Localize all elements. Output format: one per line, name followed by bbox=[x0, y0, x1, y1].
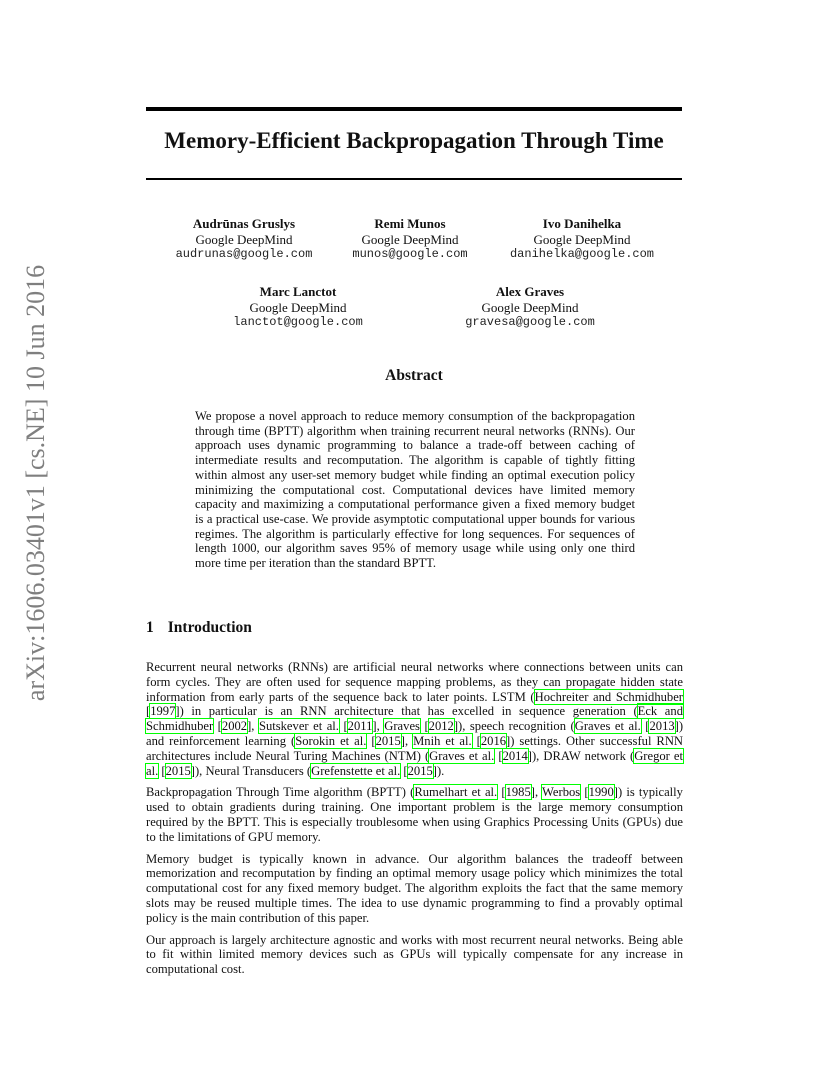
citation-link[interactable]: 2015 bbox=[375, 733, 401, 748]
paper-title: Memory-Efficient Backpropagation Through Time bbox=[164, 128, 664, 153]
citation-link[interactable]: Mnih et al. bbox=[413, 733, 472, 748]
introduction-body bbox=[146, 660, 683, 984]
body-paragraph bbox=[146, 933, 683, 977]
paragraph-text: [ bbox=[419, 719, 429, 734]
citation-link[interactable]: 2011 bbox=[347, 719, 373, 734]
author-affiliation: Google DeepMind bbox=[361, 231, 459, 247]
author-affiliation: Google DeepMind bbox=[195, 231, 293, 247]
citation-link[interactable]: 2014 bbox=[502, 748, 528, 763]
citation-link[interactable]: Gregor et al. bbox=[146, 748, 684, 778]
author-block bbox=[198, 284, 398, 331]
citation-link[interactable]: 1997 bbox=[150, 704, 176, 719]
citation-link[interactable]: Rumelhart et al. bbox=[414, 785, 498, 800]
paragraph-text: [ bbox=[580, 785, 589, 800]
section-heading bbox=[146, 619, 252, 637]
citation-link[interactable]: 1990 bbox=[588, 785, 614, 800]
citation-link[interactable]: Eck and Schmidhuber bbox=[146, 704, 683, 734]
section-number: 1 bbox=[146, 619, 154, 636]
paragraph-text: [ bbox=[494, 748, 503, 763]
paragraph-text: ]). bbox=[432, 763, 445, 778]
abstract-text: We propose a novel approach to reduce memory consumption of the backpropagation through time (BPTT) algorithm when training recurrent neural networks (RNNs). Our approach uses dynamic programming to balance a trade-off between caching of intermediate results and recomputation. The algorithm is capable of tightly fitting within almost any user-set memory budget while finding an optimal execution policy minimizing the computational cost. Computational devices have limited memory capacity and maximizing a computational performance given a fixed memory budget is a practical use-case. We provide asymptotic computational upper bounds for various regimes. The algorithm is particularly effective for long sequences. For sequences of length 1000, our algorithm saves 95% of memory usage while using only one third more time per iteration than the standard BPTT. bbox=[195, 409, 635, 571]
author-name: Audrūnas Gruslys bbox=[192, 216, 296, 231]
author-block bbox=[310, 216, 510, 263]
paragraph-text: ], bbox=[372, 719, 385, 734]
title-bottom-rule bbox=[146, 178, 682, 180]
author-affiliation: Google DeepMind bbox=[533, 231, 631, 247]
author-email[interactable]: danihelka@google.com bbox=[509, 247, 655, 261]
citation-link[interactable]: 2016 bbox=[480, 733, 507, 748]
author-email[interactable]: audrunas@google.com bbox=[175, 247, 313, 261]
citation-link[interactable]: Sorokin et al. bbox=[295, 733, 367, 748]
citation-link[interactable]: Graves et al. bbox=[429, 748, 495, 763]
citation-link[interactable]: Graves bbox=[384, 719, 420, 734]
abstract-heading: Abstract bbox=[385, 367, 443, 384]
paragraph-text: [ bbox=[471, 733, 481, 748]
paragraph-text: ], bbox=[530, 785, 543, 800]
paragraph-text: [ bbox=[640, 719, 650, 734]
citation-link[interactable]: Hochreiter and Schmidhuber bbox=[534, 689, 683, 704]
author-email[interactable]: gravesa@google.com bbox=[465, 315, 595, 329]
citation-link[interactable]: 2002 bbox=[221, 719, 248, 734]
citation-link[interactable]: Sutskever et al. bbox=[258, 719, 339, 734]
paragraph-text: [ bbox=[400, 763, 408, 778]
author-name: Alex Graves bbox=[495, 284, 565, 299]
body-paragraph bbox=[146, 785, 683, 844]
paragraph-text: Our approach is largely architecture agnostic and works with most recurrent neural networks. Being able to fit within limited memory devices such as GPUs will typically compensate for any increase in computational cost. bbox=[146, 932, 683, 977]
citation-link[interactable]: 2013 bbox=[649, 719, 675, 734]
paragraph-text: Recurrent neural networks (RNNs) are artificial neural networks where connections between units can form cycles. They are often used for sequence mapping problems, as they can propagate hidden state information from early parts of the sequence back to later points. LSTM ( bbox=[146, 660, 683, 704]
paragraph-text: [ bbox=[146, 704, 151, 719]
author-block bbox=[482, 216, 682, 263]
author-email[interactable]: lanctot@google.com bbox=[233, 315, 363, 329]
paragraph-text: ]) is typically used to obtain gradients during training. One important problem is the large memory consumption required by the BPTT. This is especially troublesome when using Graphics Processing Units (GPUs) due to the limitations of GPU memory. bbox=[146, 785, 683, 844]
arxiv-identifier-stamp: arXiv:1606.03401v1 [cs.NE] 10 Jun 2016 bbox=[21, 264, 50, 702]
paragraph-text: ]), DRAW network ( bbox=[527, 748, 635, 763]
citation-link[interactable]: Werbos bbox=[542, 785, 581, 800]
paragraph-text: Memory budget is typically known in advance. Our algorithm balances the tradeoff between memorization and recomputation by finding an optimal memory usage policy which minimizes the total computational cost for any fixed memory budget. The algorithm exploits the fact that the same memory slots may be reused multiple times. The idea to use dynamic programming to find a provably optimal policy is the main contribution of this paper. bbox=[146, 851, 683, 925]
body-paragraph bbox=[146, 852, 683, 926]
citation-link[interactable]: Graves et al. bbox=[574, 719, 641, 734]
paragraph-text: [ bbox=[338, 719, 348, 734]
citation-link[interactable]: 2015 bbox=[165, 763, 191, 778]
paragraph-text: [ bbox=[213, 719, 222, 734]
author-affiliation: Google DeepMind bbox=[249, 299, 347, 315]
author-block bbox=[430, 284, 630, 331]
author-name: Ivo Danihelka bbox=[542, 216, 622, 231]
author-name: Marc Lanctot bbox=[259, 284, 337, 299]
paragraph-text: ]) settings. Other successful RNN architectures include Neural Turing Machines (NTM) ( bbox=[146, 733, 684, 763]
section-title: Introduction bbox=[167, 619, 252, 636]
paragraph-text: ]) and reinforcement learning ( bbox=[146, 719, 684, 748]
citation-link[interactable]: 2015 bbox=[407, 763, 433, 778]
paragraph-text: ], bbox=[247, 719, 259, 734]
paragraph-text: ]), Neural Transducers ( bbox=[190, 763, 312, 778]
paragraph-text: [ bbox=[366, 733, 376, 748]
citation-link[interactable]: 1985 bbox=[505, 785, 531, 800]
citation-link[interactable]: 2012 bbox=[428, 719, 454, 734]
body-paragraph bbox=[146, 660, 683, 778]
paragraph-text: ]), speech recognition ( bbox=[453, 719, 575, 734]
paragraph-text: [ bbox=[158, 763, 166, 778]
author-name: Remi Munos bbox=[374, 216, 446, 231]
paragraph-text: ]) in particular is an RNN architecture that has excelled in sequence generation ( bbox=[175, 704, 638, 719]
paragraph-text: ], bbox=[400, 733, 414, 748]
paragraph-text: Backpropagation Through Time algorithm (BPTT) ( bbox=[146, 785, 415, 800]
citation-link[interactable]: Grefenstette et al. bbox=[311, 763, 401, 778]
paragraph-text: [ bbox=[497, 785, 506, 800]
author-email[interactable]: munos@google.com bbox=[352, 247, 468, 261]
author-affiliation: Google DeepMind bbox=[481, 299, 579, 315]
title-top-rule bbox=[146, 107, 682, 111]
